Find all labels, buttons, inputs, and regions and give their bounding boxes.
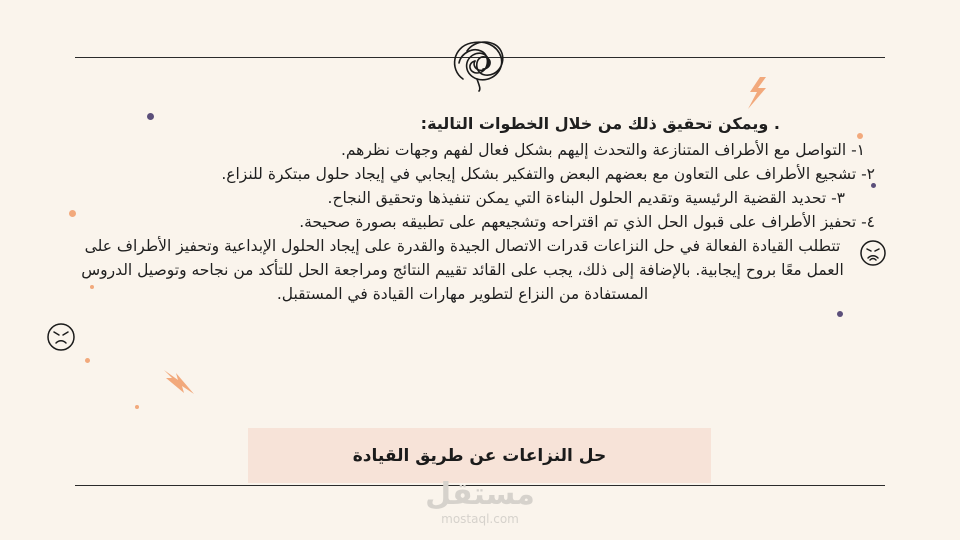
scribble-knot-icon	[445, 33, 513, 93]
step-4: ٤- تحفيز الأطراف على قبول الحل الذي تم اقتراحه وتشجيعهم على تطبيقه بصورة صحيحة.	[299, 213, 875, 231]
watermark-logo	[420, 478, 540, 526]
content-block	[60, 112, 875, 306]
watermark-latin: mostaql.com	[441, 512, 519, 526]
step-2: ٢- تشجيع الأطراف على التعاون مع بعضهم البعض والتفكير بشكل إيجابي في إيجاد حلول مبتكرة للنزاع.	[221, 165, 875, 183]
summary-paragraph: تتطلب القيادة الفعالة في حل النزاعات قدرات الاتصال الجيدة والقدرة على إيجاد الحلول الإبداعية وتحفيز الأطراف على العمل معًا بروح إيجابية. بالإضافة إلى ذلك، يجب على القائد تقييم النتائج ومراجعة الحل للتأكد من نجاحه وتوصيل الدروس المستفادة من النزاع لتطوير مهارات القيادة في المستقبل.	[81, 237, 844, 303]
decorative-dot	[135, 405, 139, 409]
section-heading: . ويمكن تحقيق ذلك من خلال الخطوات التالية:	[420, 114, 780, 133]
slide-title-text: حل النزاعات عن طريق القيادة	[352, 445, 607, 466]
lightning-bolt-icon	[742, 76, 770, 110]
watermark-arabic: مستقل	[425, 477, 535, 512]
step-1: ١- التواصل مع الأطراف المتنازعة والتحدث إليهم بشكل فعال لفهم وجهات نظرهم.	[340, 141, 865, 159]
decorative-dot	[85, 358, 90, 363]
slide-title	[248, 428, 711, 483]
angry-face-icon	[46, 322, 76, 352]
step-3: ٣- تحديد القضية الرئيسية وتقديم الحلول البناءة التي يمكن تنفيذها وتحقيق النجاح.	[327, 189, 845, 207]
lightning-bolt-icon	[162, 366, 196, 396]
decorative-dot	[837, 311, 843, 317]
